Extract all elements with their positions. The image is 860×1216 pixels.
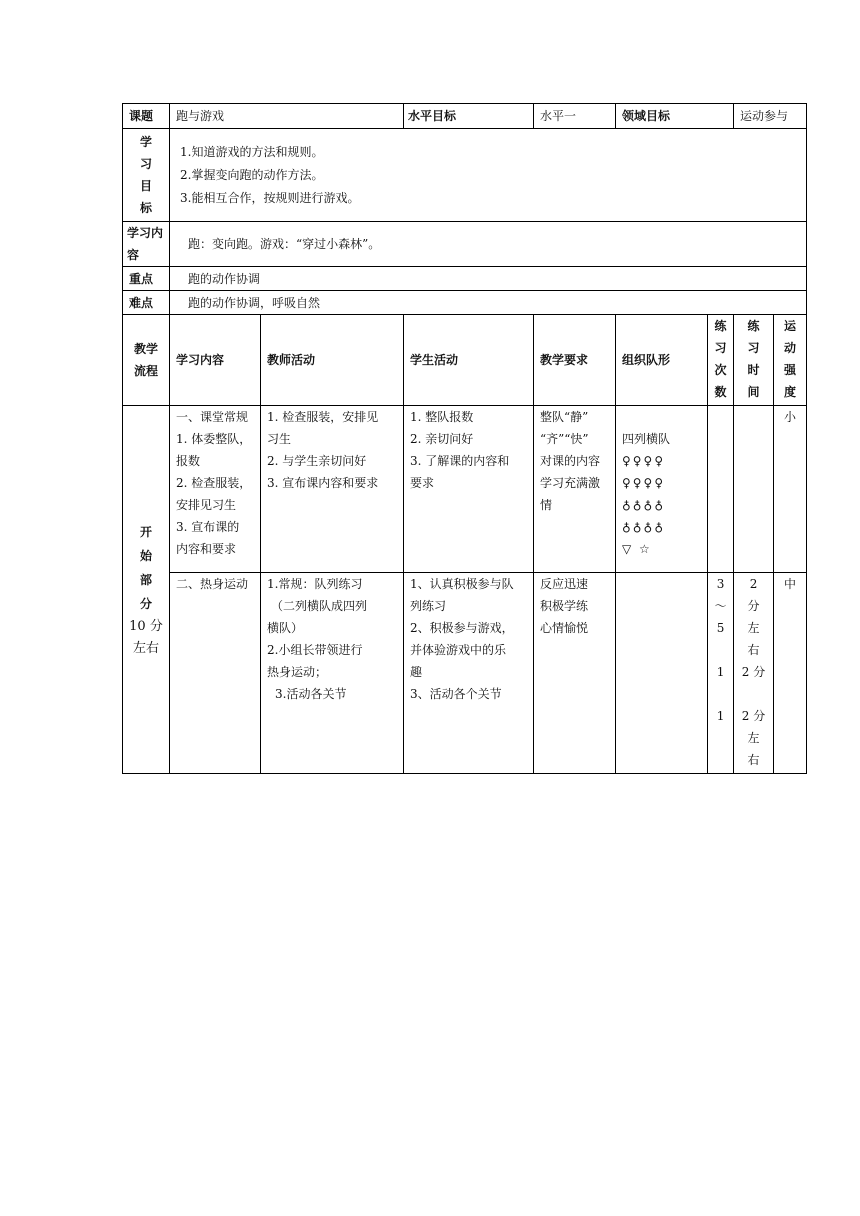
objectives-label: 学 习 目 标	[123, 129, 170, 222]
key-point-label: 重点	[123, 267, 170, 291]
reps-cell	[708, 406, 734, 573]
formation-header: 组织队形	[616, 315, 708, 406]
formation-symbols: ♁♁♁♁	[622, 520, 666, 534]
table-row	[123, 406, 807, 573]
section-label: 开 始 部 分 10 分 左右	[123, 406, 170, 774]
formation-symbols: ▽ ☆	[622, 542, 652, 556]
formation-cell	[616, 573, 708, 774]
teacher-cell: 1.常规：队列练习 （二列横队成四列 横队） 2.小组长带领进行 热身运动； 3.活动各关节	[261, 573, 404, 774]
column-header-row	[123, 315, 807, 406]
domain-value: 运动参与	[734, 104, 807, 129]
process-header: 教学 流程	[123, 315, 170, 406]
difficulty-value: 跑的动作协调，呼吸自然	[170, 291, 807, 315]
requirement-header: 教学要求	[534, 315, 616, 406]
domain-label: 领域目标	[616, 104, 734, 129]
reps-cell: 3 ～ 5 1 1	[708, 573, 734, 774]
objectives-row	[123, 129, 807, 222]
key-point-row	[123, 267, 807, 291]
learning-cell: 二、热身运动	[170, 573, 261, 774]
topic-label: 课题	[123, 104, 170, 129]
difficulty-row	[123, 291, 807, 315]
requirement-cell: 整队“静” “齐”“快” 对课的内容 学习充满激 情	[534, 406, 616, 573]
content-value: 跑：变向跑。游戏：“穿过小森林”。	[170, 222, 807, 267]
objective-item: 2.掌握变向跑的动作方法。	[180, 168, 324, 182]
teacher-header: 教师活动	[261, 315, 404, 406]
formation-symbols: ♀♀♀♀	[622, 454, 666, 468]
level-value: 水平一	[534, 104, 616, 129]
key-point-value: 跑的动作协调	[170, 267, 807, 291]
student-cell: 1、认真积极参与队 列练习 2、积极参与游戏， 并体验游戏中的乐 趣 3、活动各个关节	[404, 573, 534, 774]
formation-symbols: ♀♀♀♀	[622, 476, 666, 490]
lesson-plan	[122, 103, 806, 774]
header-row	[123, 104, 807, 129]
objective-item: 3.能相互合作，按规则进行游戏。	[180, 191, 360, 205]
intensity-cell: 中	[774, 573, 807, 774]
time-cell: 2 分 左 右 2 分 2 分 左 右	[734, 573, 774, 774]
content-row	[123, 222, 807, 267]
content-label: 学习内 容	[123, 222, 170, 267]
time-header: 练 习 时 间	[734, 315, 774, 406]
teacher-cell: 1. 检查服装，安排见 习生 2. 与学生亲切问好 3. 宣布课内容和要求	[261, 406, 404, 573]
student-cell: 1. 整队报数 2. 亲切问好 3. 了解课的内容和 要求	[404, 406, 534, 573]
objectives-list	[170, 129, 807, 222]
time-cell	[734, 406, 774, 573]
student-header: 学生活动	[404, 315, 534, 406]
learning-header: 学习内容	[170, 315, 261, 406]
topic-value: 跑与游戏	[170, 104, 404, 129]
lesson-plan-table	[122, 103, 807, 774]
level-label: 水平目标	[404, 104, 534, 129]
intensity-cell: 小	[774, 406, 807, 573]
requirement-cell: 反应迅速 积极学练 心情愉悦	[534, 573, 616, 774]
objective-item: 1.知道游戏的方法和规则。	[180, 145, 324, 159]
formation-symbols: ♁♁♁♁	[622, 498, 666, 512]
difficulty-label: 难点	[123, 291, 170, 315]
learning-cell: 一、课堂常规 1. 体委整队， 报数 2. 检查服装， 安排见习生 3. 宣布课的 内容和要求	[170, 406, 261, 573]
table-row	[123, 573, 807, 774]
reps-header: 练 习 次 数	[708, 315, 734, 406]
formation-cell: 四列横队 ♀♀♀♀ ♀♀♀♀ ♁♁♁♁ ♁♁♁♁ ▽ ☆	[616, 406, 708, 573]
intensity-header: 运 动 强 度	[774, 315, 807, 406]
